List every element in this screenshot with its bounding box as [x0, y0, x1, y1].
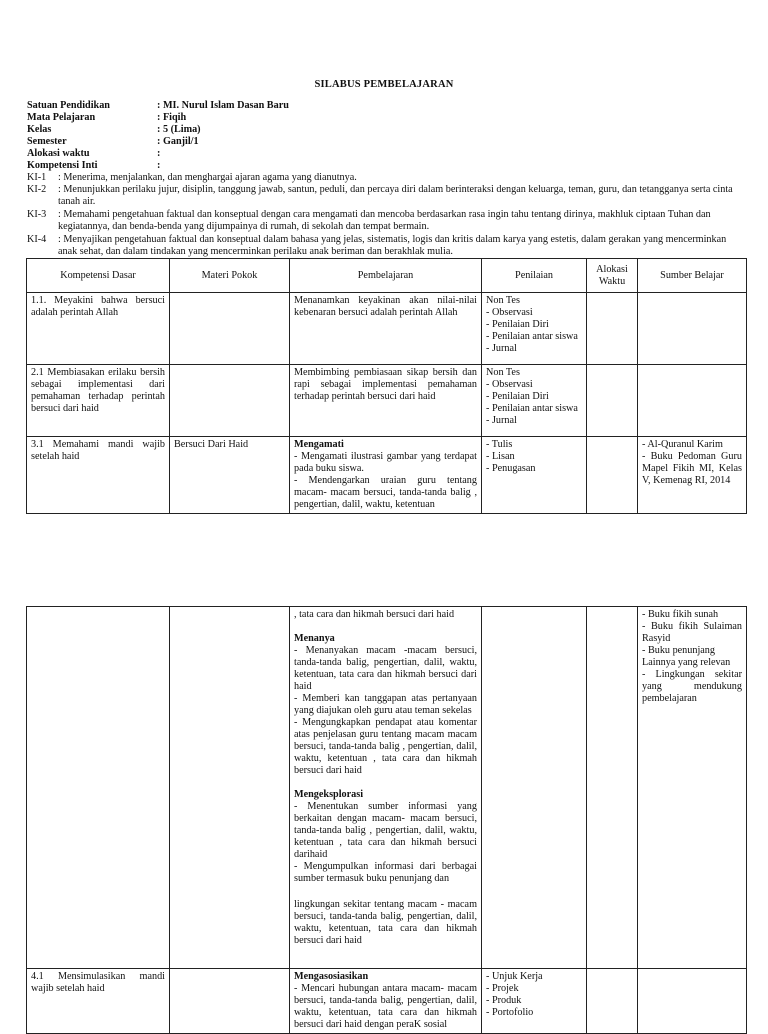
sumber-item: - Lingkungan sekitar yang mendukung pembelajaran	[642, 669, 742, 704]
identity-value: : MI. Nurul Islam Dasan Baru	[157, 100, 289, 111]
penilaian-item: - Penilaian antar siswa	[486, 331, 578, 342]
header-materi-pokok: Materi Pokok	[170, 259, 290, 293]
materi-cell	[170, 293, 290, 365]
identity-value: : Fiqih	[157, 112, 187, 123]
alokasi-cell	[587, 437, 638, 514]
kd-cell	[27, 607, 170, 969]
ki-text: : Menyajikan pengetahuan faktual dan konseptual dalam bahasa yang jelas, sistematis, logis dan kritis dalam karya yang estetis, dalam gerakan yang mencerminkan anak sehat, dan dalam tindakan yang mencerminkan perilaku anak beriman dan berakhlak mulia.	[58, 234, 727, 257]
kd-cell: 1.1. Meyakini bahwa bersuci adalah perintah Allah	[27, 293, 170, 365]
sumber-item: - Al-Quranul Karim	[642, 439, 723, 450]
table-row	[27, 293, 747, 365]
sumber-cell	[638, 607, 747, 969]
ki-text: : Menunjukkan perilaku jujur, disiplin, tanggung jawab, santun, peduli, dan percaya diri dalam berinteraksi dengan keluarga, teman, guru, dan tetangganya serta cinta tanah air.	[58, 184, 733, 207]
identity-value: : Ganjil/1	[157, 136, 199, 147]
penilaian-cell	[482, 437, 587, 514]
activity-item: , tata cara dan hikmah bersuci dari haid	[294, 609, 455, 620]
alokasi-cell	[587, 293, 638, 365]
alokasi-cell	[587, 365, 638, 437]
penilaian-item: - Penugasan	[486, 463, 536, 474]
sumber-item: - Buku fikih sunah	[642, 609, 719, 620]
penilaian-item: - Penilaian Diri	[486, 391, 549, 402]
activity-heading: Mengamati	[294, 439, 344, 450]
penilaian-item: - Penilaian Diri	[486, 319, 549, 330]
table-row	[27, 607, 747, 969]
identity-label: Alokasi waktu	[27, 148, 90, 159]
penilaian-item: - Portofolio	[486, 1007, 534, 1018]
ki-text: : Memahami pengetahuan faktual dan konseptual dengan cara mengamati dan mencoba berdasarkan rasa ingin tahu tentang dirinya, makhluk ciptaan Tuhan dan kegiatannya, dan benda-benda yang dijumpainya di rumah, di sekolah dan tempat bermain.	[58, 209, 711, 232]
table-row	[27, 437, 747, 514]
activity-item: - Mengamati ilustrasi gambar yang terdapat pada buku siswa.	[294, 451, 477, 474]
materi-cell	[170, 607, 290, 969]
penilaian-cell	[482, 365, 587, 437]
ki-text: : Menerima, menjalankan, dan menghargai ajaran agama yang dianutnya.	[58, 172, 357, 183]
penilaian-item: - Tulis	[486, 439, 513, 450]
activity-item: - Mencari hubungan antara macam- macam bersuci, tanda-tanda balig, pengertian, dalil, waktu, ketentuan, tata cara dan hikmah bersuci dari haid dengan peraK sosial	[294, 983, 477, 1030]
identity-label: Kelas	[27, 124, 52, 135]
header-pembelajaran: Pembelajaran	[290, 259, 482, 293]
ki-code: KI-1	[27, 172, 47, 183]
penilaian-item: - Observasi	[486, 379, 533, 390]
identity-label: Satuan Pendidikan	[27, 100, 110, 111]
materi-cell	[170, 365, 290, 437]
identity-label: Kompetensi Inti	[27, 160, 98, 171]
penilaian-item: - Produk	[486, 995, 522, 1006]
activity-item: lingkungan sekitar tentang macam - macam bersuci, tanda-tanda balig, pengertian, dalil, waktu, ketentuan, tata cara dan hikmah bersuci dari haid	[294, 899, 477, 946]
pembelajaran-cell: Menanamkan keyakinan akan nilai-nilai kebenaran bersuci adalah perintah Allah	[290, 293, 482, 365]
penilaian-item: Non Tes	[486, 295, 520, 306]
sumber-cell	[638, 293, 747, 365]
activity-heading: Menanya	[294, 633, 335, 644]
syllabus-table-continued	[26, 606, 747, 1034]
activity-item: - Mengungkapkan pendapat atau komentar atas penjelasan guru tentang macam macam bersuci, tanda-tanda balig , pengertian, dalil, waktu, ketentuan , tata cara dan hikmah bersuci dari haid	[294, 717, 477, 776]
activity-heading: Mengeksplorasi	[294, 789, 364, 800]
penilaian-item: - Lisan	[486, 451, 515, 462]
identity-label: Semester	[27, 136, 67, 147]
penilaian-item: - Observasi	[486, 307, 533, 318]
table-row	[27, 365, 747, 437]
penilaian-item: - Projek	[486, 983, 519, 994]
identity-value: : 5 (Lima)	[157, 124, 201, 135]
pembelajaran-cell	[290, 607, 482, 969]
table-header-row	[27, 259, 747, 293]
sumber-item: - Buku fikih Sulaiman Rasyid	[642, 621, 742, 644]
sumber-item: - Buku penunjang Lainnya yang relevan	[642, 645, 731, 668]
sumber-item: - Buku Pedoman Guru Mapel Fikih MI, Kelas V, Kemenag RI, 2014	[642, 451, 742, 486]
penilaian-item: Non Tes	[486, 367, 520, 378]
alokasi-cell	[587, 607, 638, 969]
penilaian-item: - Jurnal	[486, 343, 517, 354]
identity-value: :	[157, 148, 161, 159]
materi-cell: Bersuci Dari Haid	[170, 437, 290, 514]
identity-value: :	[157, 160, 161, 171]
header-kompetensi-dasar: Kompetensi Dasar	[27, 259, 170, 293]
activity-item: - Memberi kan tanggapan atas pertanyaan yang diajukan oleh guru atau teman sekelas	[294, 693, 477, 716]
activity-item: - Menanyakan macam -macam bersuci, tanda-tanda balig, pengertian, dalil, waktu, ketentuan, tata cara dan hikmah bersuci dari haid	[294, 645, 477, 692]
activity-item: - Menentukan sumber informasi yang berkaitan dengan macam- macam bersuci, tanda-tanda balig , pengertian, dalil, waktu, ketentuan , tata cara dan hikmah bersuci darihaid	[294, 801, 477, 860]
ki-code: KI-2	[27, 184, 47, 195]
penilaian-cell	[482, 293, 587, 365]
header-alokasi-waktu: Alokasi Waktu	[587, 259, 638, 293]
pembelajaran-cell	[290, 437, 482, 514]
sumber-cell	[638, 365, 747, 437]
pembelajaran-cell: Membimbing pembiasaan sikap bersih dan rapi sebagai implementasi pemahaman terhadap perintah bersuci dari haid	[290, 365, 482, 437]
penilaian-item: - Jurnal	[486, 415, 517, 426]
penilaian-cell	[482, 607, 587, 969]
ki-code: KI-4	[27, 234, 47, 245]
penilaian-item: - Unjuk Kerja	[486, 971, 543, 982]
activity-item: - Mengumpulkan informasi dari berbagai sumber termasuk buku penunjang dan	[294, 861, 477, 884]
penilaian-item: - Penilaian antar siswa	[486, 403, 578, 414]
activity-heading: Mengasosiasikan	[294, 971, 369, 982]
syllabus-table	[26, 258, 747, 514]
ki-code: KI-3	[27, 209, 47, 220]
header-sumber-belajar: Sumber Belajar	[638, 259, 747, 293]
kd-cell: 3.1 Memahami mandi wajib setelah haid	[27, 437, 170, 514]
kd-cell: 2.1 Membiasakan erilaku bersih sebagai implementasi dari pemahaman terhadap perintah bersuci dari haid	[27, 365, 170, 437]
sumber-cell	[638, 437, 747, 514]
page-title: SILABUS PEMBELAJARAN	[314, 79, 454, 90]
activity-item: - Mendengarkan uraian guru tentang macam- macam bersuci, tanda-tanda balig , pengertian, dalil, waktu, ketentuan	[294, 475, 477, 510]
header-penilaian: Penilaian	[482, 259, 587, 293]
kd-cell: 4.1 Mensimulasikan mandi wajib setelah haid	[27, 969, 170, 1034]
identity-label: Mata Pelajaran	[27, 112, 96, 123]
